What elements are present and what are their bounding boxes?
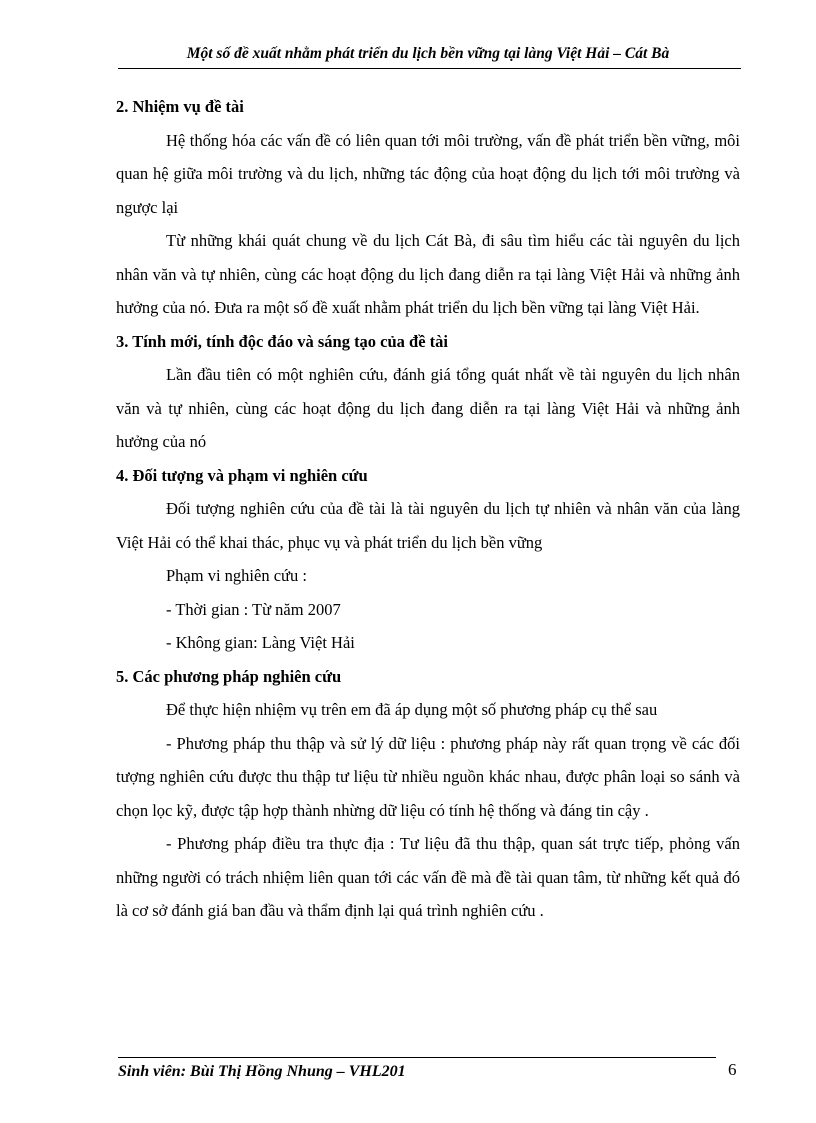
section-4-scope-label: Phạm vi nghiên cứu : [166, 566, 307, 585]
page-number: 6 [728, 1060, 737, 1079]
document-body [116, 90, 740, 928]
section-2-paragraph-1: Hệ thống hóa các vấn đề có liên quan tới môi trường, vấn đề phát triển bền vững, môi quan hệ giữa môi trường và du lịch, những tác động của hoạt động du lịch tới môi trường và ngược lại [116, 130, 740, 217]
section-2-paragraph-2: Từ những khái quát chung về du lịch Cát Bà, đi sâu tìm hiểu các tài nguyên du lịch nhân văn và tự nhiên, cùng các hoạt động du lịch đang diễn ra tại làng Việt Hải và những ảnh hưởng của nó. Đưa ra một số đề xuất nhằm phát triển du lịch bền vững tại làng Việt Hải. [116, 231, 740, 317]
section-4-paragraph-1: Đối tượng nghiên cứu của đề tài là tài nguyên du lịch tự nhiên và nhân văn của làng Việt Hải có thể khai thác, phục vụ và phát triển du lịch bền vững [116, 499, 740, 552]
section-5-method-1: - Phương pháp thu thập và sử lý dữ liệu : phương pháp này rất quan trọng về các đối tượng nghiên cứu được thu thập tư liệu từ nhiều nguồn khác nhau, được phân loại so sánh và chọn lọc kỹ, được tập hợp thành nhừng dữ liệu có tính hệ thống và đáng tin cậy . [116, 733, 740, 820]
section-heading-2: 2. Nhiệm vụ đề tài [116, 97, 244, 116]
section-5-method-2: - Phương pháp điều tra thực địa : Tư liệu đã thu thập, quan sát trực tiếp, phỏng vấn những người có trách nhiệm liên quan tới các vấn đề mà đề tài quan tâm, từ những kết quả đó là cơ sở đánh giá ban đầu và thẩm định lại quá trình nghiên cứu . [116, 834, 740, 920]
section-heading-3: 3. Tính mới, tính độc đáo và sáng tạo của đề tài [116, 331, 449, 351]
footer-author: Sinh viên: Bùi Thị Hồng Nhung – VHL201 [118, 1063, 406, 1080]
running-header-title: Một số đề xuất nhằm phát triển du lịch bền vững tại làng Việt Hải – Cát Bà [186, 45, 670, 62]
section-5-intro: Để thực hiện nhiệm vụ trên em đã áp dụng một số phương pháp cụ thể sau [166, 700, 658, 719]
footer-rule [118, 1057, 716, 1058]
section-4-scope-time: - Thời gian : Từ năm 2007 [166, 599, 341, 619]
header-rule [118, 68, 741, 69]
section-heading-4: 4. Đối tượng và phạm vi nghiên cứu [116, 465, 368, 485]
section-heading-5: 5. Các phương pháp nghiên cứu [116, 666, 342, 686]
section-4-scope-space: - Không gian: Làng Việt Hải [166, 633, 355, 652]
section-3-paragraph-1: Lần đầu tiên có một nghiên cứu, đánh giá tổng quát nhất về tài nguyên du lịch nhân văn và tự nhiên, cùng các hoạt động du lịch đang diễn ra tại làng Việt Hải và những ảnh hưởng của nó [116, 365, 740, 451]
